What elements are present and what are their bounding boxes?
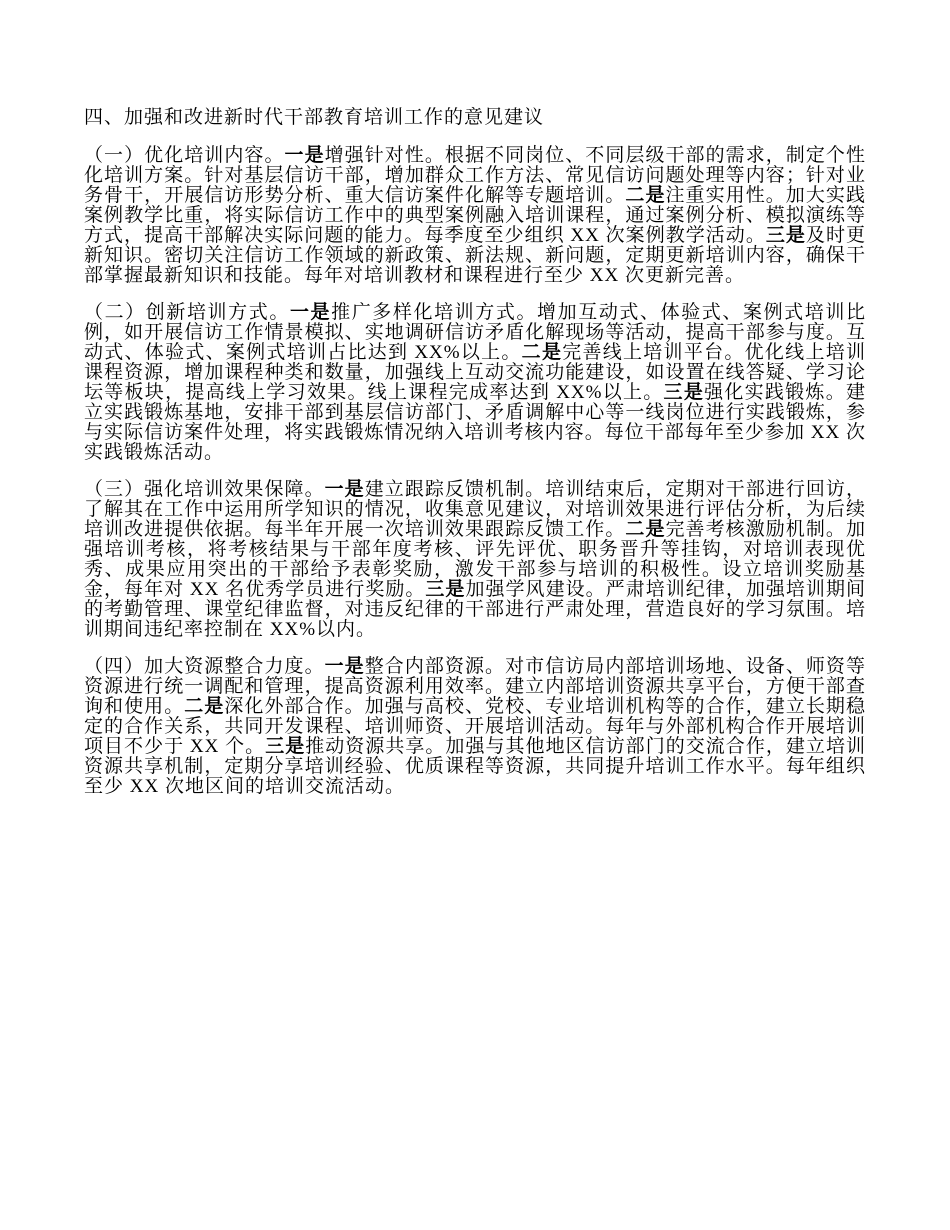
paragraph-1-point-1-text: 增强针对性。根据不同岗位、不同层级干部的需求，制定个性化培训方案。针对基层信访干部，增加群众工作方法、常见信访问题处理等内容；针对业务骨干，开展信访形势分析、重大信访案件化解等专题培训。 bbox=[84, 145, 866, 206]
paragraph-2 bbox=[84, 303, 866, 463]
paragraph-1-point-2-text: 注重实用性。加大实践案例教学比重，将实际信访工作中的典型案例融入培训课程，通过案例分析、模拟演练等方式，提高干部解决实际问题的能力。每季度至少组织 XX 次案例教学活动。 bbox=[84, 185, 866, 246]
paragraph-2-lead: （二）创新培训方式。 bbox=[84, 302, 290, 323]
paragraph-1-point-1-marker: 一是 bbox=[284, 145, 325, 166]
paragraph-2-point-2-text: 完善线上培训平台。优化线上培训课程资源，增加课程种类和数量，加强线上互动交流功能建设，如设置在线答疑、学习论坛等板块，提高线上学习效果。线上课程完成率达到 XX%以上。 bbox=[84, 342, 866, 403]
paragraph-4-point-1-marker: 一是 bbox=[324, 656, 365, 677]
paragraph-3-point-1-marker: 一是 bbox=[324, 479, 365, 500]
paragraph-1-point-2-marker: 二是 bbox=[625, 185, 666, 206]
paragraph-3-lead: （三）强化培训效果保障。 bbox=[84, 479, 325, 500]
paragraph-4-point-3-text: 推动资源共享。加强与其他地区信访部门的交流合作，建立培训资源共享机制，定期分享培训经验、优质课程等资源，共同提升培训工作水平。每年组织至少 XX 次地区间的培训交流活动。 bbox=[84, 736, 866, 797]
paragraph-3-point-1-text: 建立跟踪反馈机制。培训结束后，定期对干部进行回访，了解其在工作中运用所学知识的情况，收集意见建议，对培训效果进行评估分析，为后续培训改进提供依据。每半年开展一次培训效果跟踪反馈工作。 bbox=[84, 479, 866, 540]
paragraph-2-point-2-marker: 二是 bbox=[521, 342, 563, 363]
paragraph-4-point-2-text: 深化外部合作。加强与高校、党校、专业培训机构等的合作，建立长期稳定的合作关系，共同开发课程、培训师资、开展培训活动。每年与外部机构合作开展培训项目不少于 XX 个。 bbox=[84, 696, 866, 757]
paragraph-3-point-3-marker: 三是 bbox=[425, 579, 466, 600]
paragraph-4-point-2-marker: 二是 bbox=[184, 696, 225, 717]
paragraph-1-point-3-text: 及时更新知识。密切关注信访工作领域的新政策、新法规、新问题，定期更新培训内容，确保干部掌握最新知识和技能。每年对培训教材和课程进行至少 XX 次更新完善。 bbox=[84, 225, 866, 286]
paragraph-3-point-2-text: 完善考核激励机制。加强培训考核，将考核结果与干部年度考核、评先评优、职务晋升等挂钩，对培训表现优秀、成果应用突出的干部给予表彰奖励，激发干部参与培训的积极性。设立培训奖励基金，每年对 XX 名优秀学员进行奖励。 bbox=[84, 519, 866, 600]
paragraph-3-point-3-text: 加强学风建设。严肃培训纪律，加强培训期间的考勤管理、课堂纪律监督，对违反纪律的干部进行严肃处理，营造良好的学习氛围。培训期间违纪率控制在 XX%以内。 bbox=[84, 579, 866, 640]
paragraph-2-point-1-text: 推广多样化培训方式。增加互动式、体验式、案例式培训比例，如开展信访工作情景模拟、实地调研信访矛盾化解现场等活动，提高干部参与度。互动式、体验式、案例式培训占比达到 XX%以上。 bbox=[84, 302, 866, 363]
paragraph-2-point-3-marker: 三是 bbox=[663, 382, 705, 403]
paragraph-1-lead: （一）优化培训内容。 bbox=[84, 145, 285, 166]
document-heading: 四、加强和改进新时代干部教育培训工作的意见建议 bbox=[84, 107, 545, 128]
paragraph-4-point-3-marker: 三是 bbox=[265, 736, 306, 757]
paragraph-1-point-3-marker: 三是 bbox=[765, 225, 806, 246]
paragraph-2-point-3-text: 强化实践锻炼。建立实践锻炼基地，安排干部到基层信访部门、矛盾调解中心等一线岗位进行实践锻炼，参与实际信访案件处理，将实践锻炼情况纳入培训考核内容。每位干部每年至少参加 XX 次实践锻炼活动。 bbox=[84, 382, 866, 463]
paragraph-3 bbox=[84, 480, 866, 640]
paragraph-4-lead: （四）加大资源整合力度。 bbox=[84, 656, 325, 677]
paragraph-2-point-1-marker: 一是 bbox=[289, 302, 332, 323]
paragraph-4-point-1-text: 整合内部资源。对市信访局内部培训场地、设备、师资等资源进行统一调配和管理，提高资源利用效率。建立内部培训资源共享平台，方便干部查询和使用。 bbox=[84, 656, 866, 717]
paragraph-3-point-2-marker: 二是 bbox=[625, 519, 666, 540]
paragraph-1 bbox=[84, 146, 866, 286]
paragraph-4 bbox=[84, 657, 866, 797]
